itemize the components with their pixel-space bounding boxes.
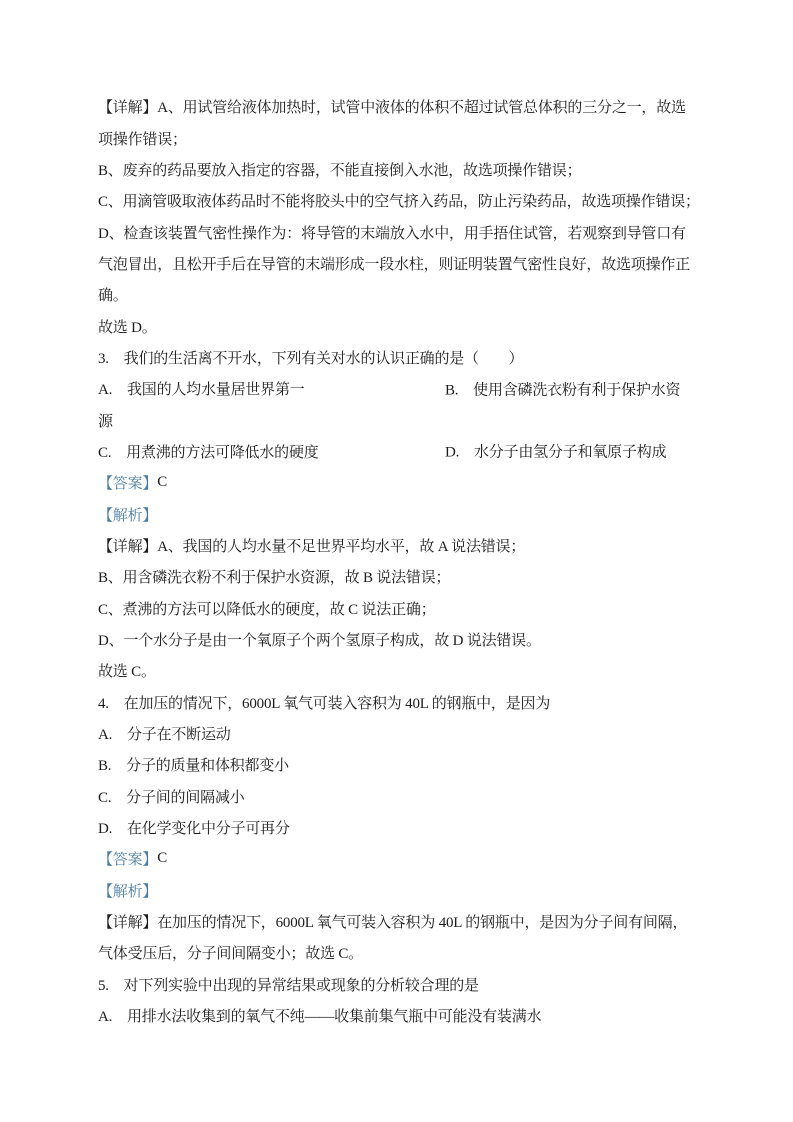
body-text: 源: [98, 413, 113, 430]
body-text: C: [157, 850, 168, 867]
body-text: 项操作错误；: [98, 131, 187, 148]
text-line: [98, 969, 690, 1000]
body-text: 3. 我们的生活离不开水，下列有关对水的认识正确的是（ ）: [98, 350, 524, 367]
text-line: [98, 561, 690, 592]
answer-label-text: 【答案】: [98, 476, 158, 493]
body-text: C: [157, 474, 168, 491]
body-text: D、一个水分子是由一个氧原子个两个氢原子构成，故 D 说法错误。: [98, 633, 541, 650]
body-text: C. 分子间的间隔减小: [98, 789, 245, 806]
body-text: 4. 在加压的情况下，6000L 氧气可装入容积为 40L 的钢瓶中，是因为: [98, 695, 551, 712]
body-text: C、用滴管吸取液体药品时不能将胶头中的空气挤入药品，防止污染药品，故选项操作错误；: [98, 194, 700, 211]
body-text: D、检查该装置气密性操作为：将导管的末端放入水中，用手捂住试管，若观察到导管口有: [98, 225, 686, 242]
text-line: [98, 279, 690, 310]
text-line: [98, 467, 690, 498]
body-text: 故选 D。: [98, 319, 157, 336]
text-line: [98, 687, 690, 718]
body-text: A. 用排水法收集到的氧气不纯——收集前集气瓶中可能没有装满水: [98, 1009, 542, 1026]
text-line: [98, 906, 690, 937]
text-line: [98, 593, 690, 624]
document-lines: [98, 91, 700, 1031]
text-line: [98, 875, 690, 906]
text-line: [98, 154, 690, 185]
text-line: [98, 216, 690, 247]
text-line: [98, 122, 690, 153]
answer-label-text: 【解析】: [98, 883, 158, 900]
text-line: [98, 91, 690, 122]
body-text: 故选 C。: [98, 664, 156, 681]
text-line: [98, 937, 690, 968]
text-line: [98, 342, 690, 373]
text-line: [98, 749, 690, 780]
body-text: C、煮沸的方法可以降低水的硬度，故 C 说法正确；: [98, 601, 436, 618]
body-text: B、用含磷洗衣粉不利于保护水资源，故 B 说法错误；: [98, 570, 451, 587]
text-line: [98, 624, 690, 655]
text-line: [98, 248, 690, 279]
body-text: A. 我国的人均水量居世界第一: [98, 382, 305, 399]
body-text: 【详解】在加压的情况下，6000L 氧气可装入容积为 40L 的钢瓶中，是因为分子间有间隔，: [98, 915, 688, 932]
text-line: [98, 655, 690, 686]
body-text: 气体受压后，分子间间隔变小；故选 C。: [98, 946, 363, 963]
text-line: [98, 185, 700, 216]
answer-label-text: 【解析】: [98, 507, 158, 524]
body-text: 5. 对下列实验中出现的异常结果或现象的分析较合理的是: [98, 977, 479, 994]
text-line: [98, 781, 690, 812]
body-text: 【详解】A、用试管给液体加热时，试管中液体的体积不超过试管总体积的三分之一，故选: [98, 100, 686, 117]
text-line: [98, 1000, 690, 1031]
body-text: B. 分子的质量和体积都变小: [98, 758, 289, 775]
text-line: [98, 373, 690, 404]
body-text: B. 使用含磷洗衣粉有利于保护水资: [445, 382, 681, 399]
body-text: 【详解】A、我国的人均水量不足世界平均水平，故 A 说法错误；: [98, 538, 526, 555]
text-line: [98, 498, 690, 529]
body-text: C. 用煮沸的方法可降低水的硬度: [98, 444, 319, 461]
body-text: D. 水分子由氢分子和氧原子构成: [445, 444, 667, 461]
text-line: [98, 718, 690, 749]
answer-label-text: 【答案】: [98, 852, 158, 869]
body-text: B、废弃的药品要放入指定的容器，不能直接倒入水池，故选项操作错误；: [98, 162, 582, 179]
text-line: [98, 436, 690, 467]
text-line: [98, 310, 690, 341]
body-text: A. 分子在不断运动: [98, 727, 231, 744]
text-line: [98, 404, 690, 435]
text-line: [98, 812, 690, 843]
text-line: [98, 530, 690, 561]
body-text: 气泡冒出，且松开手后在导管的末端形成一段水柱，则证明装置气密性良好，故选项操作正: [98, 256, 691, 273]
body-text: D. 在化学变化中分子可再分: [98, 821, 290, 838]
text-line: [98, 843, 690, 874]
body-text: 确。: [98, 288, 128, 305]
